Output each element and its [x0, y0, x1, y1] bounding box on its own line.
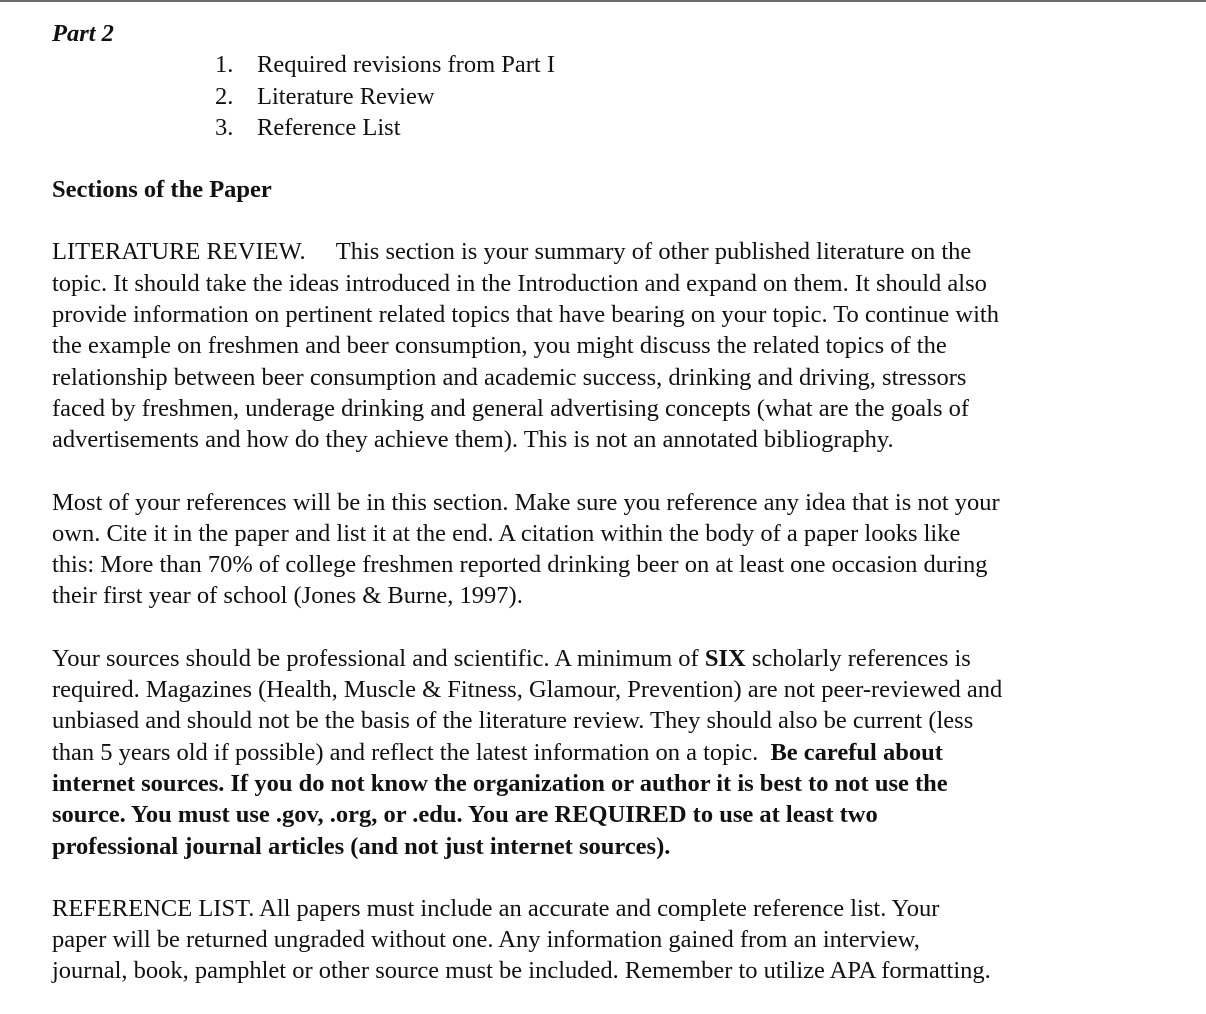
top-divider	[0, 0, 1206, 2]
list-text: Literature Review	[257, 82, 435, 110]
paragraph-line	[52, 737, 1182, 768]
part-title: Part 2	[52, 20, 114, 47]
literature-review-paragraph	[52, 236, 1182, 455]
list-item	[215, 81, 1182, 112]
paragraph-line: provide information on pertinent related topics that have bearing on your topic. To continue with	[52, 301, 999, 329]
paragraph-line: REFERENCE LIST. All papers must include an accurate and complete reference list. Your	[52, 894, 940, 922]
section-heading: Sections of the Paper	[52, 176, 272, 204]
list-item	[215, 49, 1182, 80]
reference-list-paragraph	[52, 893, 1182, 987]
paragraph-line: required. Magazines (Health, Muscle & Fitness, Glamour, Prevention) are not peer-reviewed and	[52, 676, 1003, 704]
list-text: Required revisions from Part I	[257, 51, 556, 79]
paragraph-line: advertisements and how do they achieve them). This is not an annotated bibliography.	[52, 426, 894, 454]
emphasis-text: SIX	[704, 644, 746, 672]
paragraph-line: their first year of school (Jones & Burne, 1997).	[52, 582, 523, 610]
paragraph-line: journal, book, pamphlet or other source must be included. Remember to utilize APA formatting.	[52, 957, 991, 985]
line-text: Your sources should be professional and scientific. A minimum of	[52, 644, 705, 672]
list-number: 1.	[215, 51, 234, 79]
paragraph-line: relationship between beer consumption and academic success, drinking and driving, stressors	[52, 363, 967, 391]
paragraph-line: the example on freshmen and beer consumption, you might discuss the related topics of the	[52, 332, 947, 360]
list-item	[215, 112, 1182, 143]
list-number: 2.	[215, 82, 234, 110]
paragraph-line: internet sources. If you do not know the organization or author it is best to not use the	[52, 769, 948, 797]
references-paragraph	[52, 487, 1182, 612]
paragraph-line: topic. It should take the ideas introduced in the Introduction and expand on them. It should also	[52, 269, 987, 297]
paragraph-line: this: More than 70% of college freshmen reported drinking beer on at least one occasion during	[52, 551, 988, 579]
list-text: Reference List	[257, 113, 401, 141]
paragraph-line: unbiased and should not be the basis of the literature review. They should also be current (less	[52, 707, 974, 735]
paragraph-line: own. Cite it in the paper and list it at the end. A citation within the body of a paper looks like	[52, 519, 961, 547]
paragraph-line: professional journal articles (and not just internet sources).	[52, 832, 671, 860]
paragraph-line: source. You must use .gov, .org, or .edu. You are REQUIRED to use at least two	[52, 801, 878, 829]
paragraph-line	[52, 643, 1182, 674]
paragraph-line: LITERATURE REVIEW. This section is your summary of other published literature on the	[52, 238, 972, 266]
paragraph-line: paper will be returned ungraded without one. Any information gained from an interview,	[52, 926, 920, 954]
line-text: than 5 years old if possible) and reflect the latest information on a topic.	[52, 738, 771, 766]
paragraph-line: Most of your references will be in this section. Make sure you reference any idea that is not your	[52, 488, 1000, 516]
emphasis-text: Be careful about	[770, 738, 943, 766]
paragraph-line: faced by freshmen, underage drinking and general advertising concepts (what are the goals of	[52, 394, 970, 422]
numbered-list	[52, 49, 1182, 143]
document-page	[52, 18, 1182, 987]
sources-paragraph	[52, 643, 1182, 862]
list-number: 3.	[215, 113, 234, 141]
line-text: scholarly references is	[745, 644, 971, 672]
